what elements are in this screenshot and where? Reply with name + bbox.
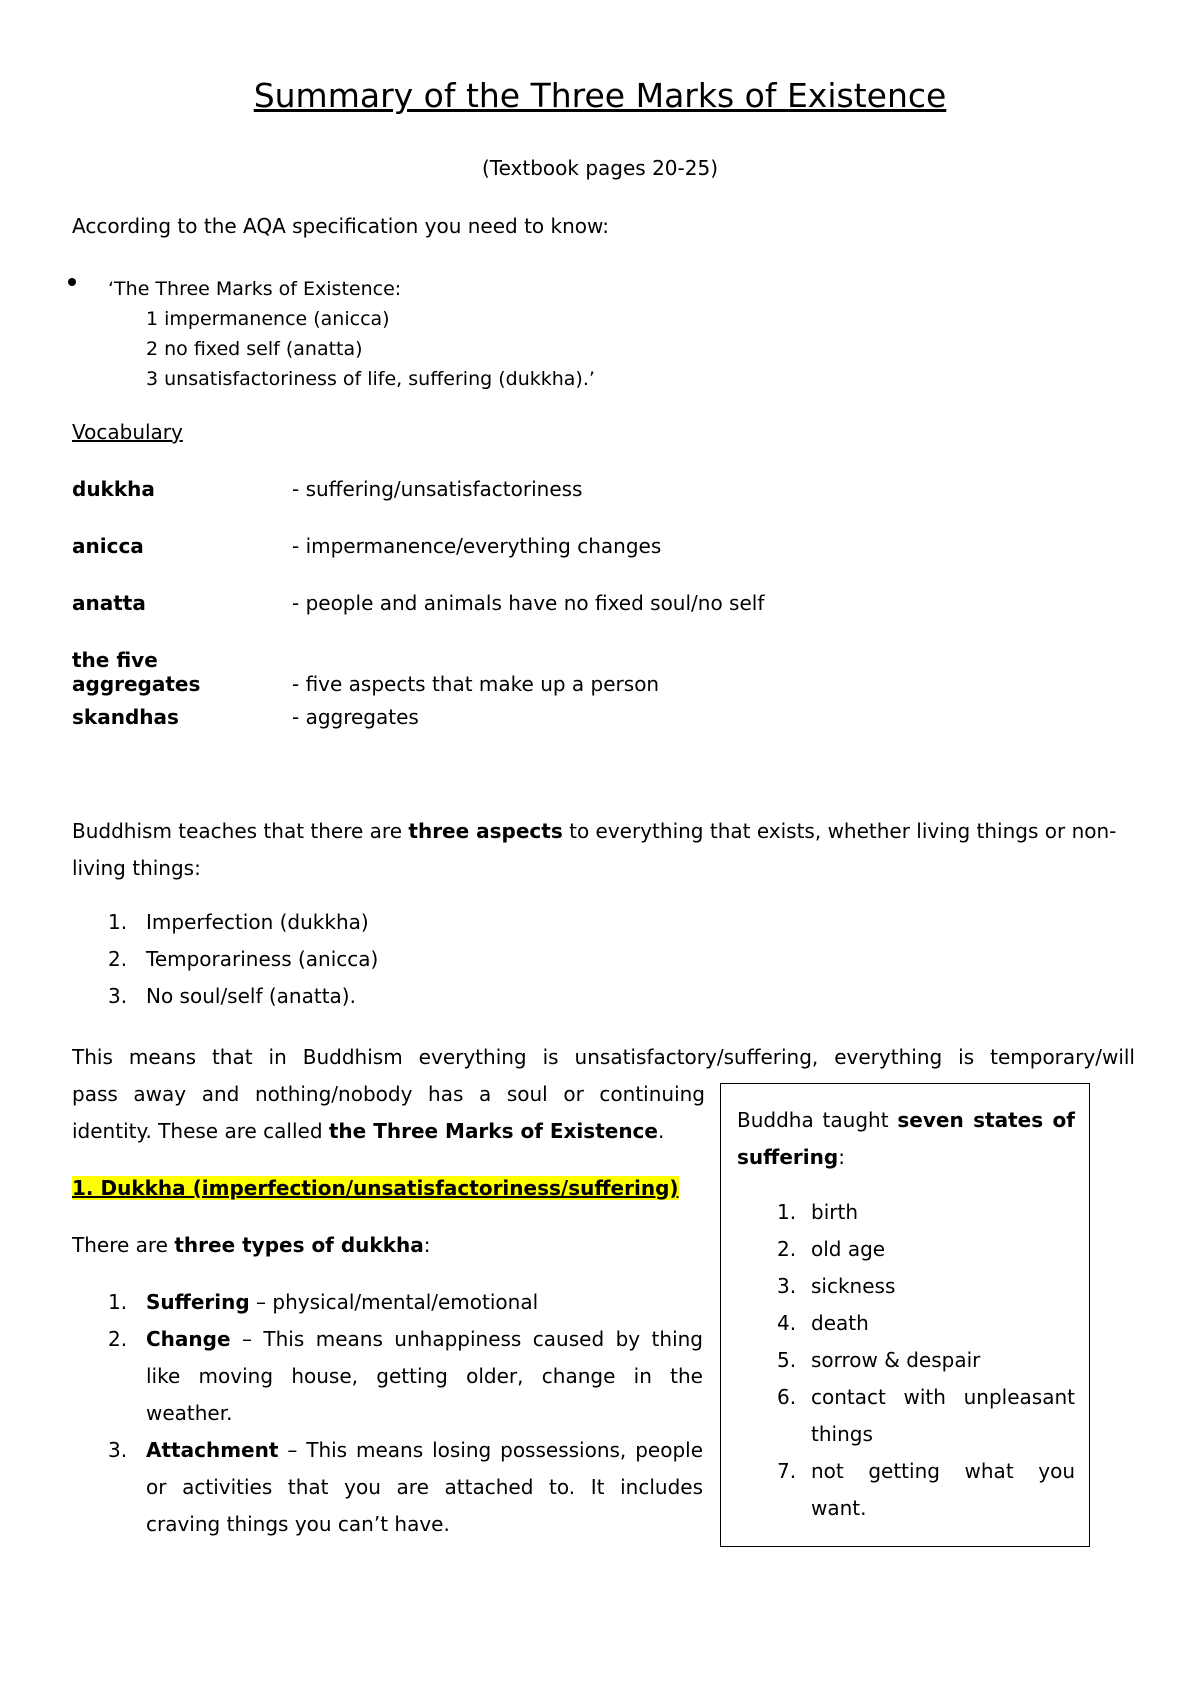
list-item	[108, 1321, 703, 1432]
list-text: – physical/mental/emotional	[249, 1290, 539, 1314]
aspects-list	[108, 904, 378, 1015]
list-number: 1.	[777, 1200, 797, 1224]
dukkha-heading-text: 1. Dukkha (imperfection/unsatisfactoriness/suffering)	[72, 1176, 679, 1200]
list-text: Imperfection (dukkha)	[146, 910, 369, 934]
vocab-row	[72, 648, 872, 696]
list-text: contact with unpleasant things	[811, 1385, 1075, 1446]
aspects-paragraph	[72, 813, 1132, 887]
list-text: birth	[811, 1200, 858, 1224]
list-item	[108, 1432, 703, 1543]
list-item	[777, 1268, 1075, 1305]
vocab-term: anicca	[72, 534, 144, 558]
list-item	[777, 1379, 1075, 1453]
list-text: – This means losing possessions, people or activities that you are attached to. It includes craving things you can’t have.	[146, 1438, 703, 1536]
bullet-icon	[68, 278, 76, 286]
dukkha-intro	[72, 1227, 712, 1264]
list-number: 1.	[108, 910, 128, 934]
list-number: 3.	[777, 1274, 797, 1298]
list-text: Temporariness (anicca)	[146, 947, 379, 971]
list-item	[777, 1342, 1075, 1379]
vocab-definition: - aggregates	[292, 705, 419, 729]
list-item	[777, 1194, 1075, 1231]
vocab-row	[72, 477, 872, 501]
text-run-bold: the Three Marks of Existence	[328, 1119, 658, 1143]
meaning-line: This means that in Buddhism everything is unsatisfactory/suffering, everything is temporary/will	[72, 1045, 1135, 1069]
list-number: 3.	[108, 1438, 128, 1462]
list-term: Attachment	[146, 1438, 279, 1462]
dukkha-types-list	[108, 1284, 703, 1543]
list-number: 5.	[777, 1348, 797, 1372]
list-text: old age	[811, 1237, 886, 1261]
list-term: Suffering	[146, 1290, 250, 1314]
text-run: to everything that exists, whether living things or non-living things:	[72, 819, 1117, 880]
list-number: 3.	[108, 984, 128, 1008]
spec-quote-item: 3 unsatisfactoriness of life, suffering (dukkha).’	[146, 368, 595, 390]
box-intro	[737, 1102, 1075, 1176]
list-number: 2.	[108, 947, 128, 971]
spec-quote-line: ‘The Three Marks of Existence:	[108, 278, 402, 300]
list-number: 7.	[777, 1459, 797, 1483]
text-run: Buddha taught	[737, 1108, 898, 1132]
list-text: sickness	[811, 1274, 896, 1298]
list-text: death	[811, 1311, 869, 1335]
vocab-row	[72, 534, 872, 558]
list-number: 2.	[108, 1327, 128, 1351]
spec-quote	[108, 274, 595, 394]
list-number: 4.	[777, 1311, 797, 1335]
list-item	[108, 978, 378, 1015]
list-item	[777, 1231, 1075, 1268]
vocab-term: skandhas	[72, 705, 179, 729]
meaning-line	[72, 1113, 705, 1150]
seven-states-list	[777, 1194, 1075, 1527]
dukkha-heading	[72, 1170, 712, 1207]
spec-intro: According to the AQA specification you need to know:	[72, 214, 610, 238]
vocab-definition: - people and animals have no fixed soul/no self	[292, 591, 765, 615]
text-run: identity. These are called	[72, 1119, 329, 1143]
vocab-row	[72, 705, 872, 729]
vocabulary-heading: Vocabulary	[72, 420, 183, 444]
list-term: Change	[146, 1327, 231, 1351]
text-run: Buddhism teaches that there are	[72, 819, 409, 843]
text-run: :	[838, 1145, 845, 1169]
list-item	[108, 1284, 703, 1321]
text-run: .	[657, 1119, 665, 1143]
vocab-term: anatta	[72, 591, 146, 615]
list-text: not getting what you want.	[811, 1459, 1075, 1520]
list-number: 6.	[777, 1385, 797, 1409]
vocab-definition: - five aspects that make up a person	[292, 672, 660, 696]
list-text: – This means unhappiness caused by thing like moving house, getting older, change in the weather.	[146, 1327, 703, 1425]
seven-states-box	[720, 1083, 1090, 1547]
list-item	[108, 941, 378, 978]
vocab-row	[72, 591, 872, 615]
spec-quote-item: 1 impermanence (anicca)	[146, 308, 390, 330]
page-subtitle: (Textbook pages 20-25)	[481, 156, 718, 180]
meaning-line: pass away and nothing/nobody has a soul or continuing	[72, 1082, 705, 1106]
list-item	[777, 1453, 1075, 1527]
list-number: 1.	[108, 1290, 128, 1314]
vocab-definition: - impermanence/everything changes	[292, 534, 662, 558]
list-text: sorrow & despair	[811, 1348, 981, 1372]
page-title: Summary of the Three Marks of Existence	[253, 76, 947, 115]
text-run-bold: seven states of suffering	[737, 1108, 1075, 1169]
list-item	[777, 1305, 1075, 1342]
list-text: No soul/self (anatta).	[146, 984, 356, 1008]
vocab-definition: - suffering/unsatisfactoriness	[292, 477, 583, 501]
text-run: :	[423, 1233, 431, 1257]
list-number: 2.	[777, 1237, 797, 1261]
text-run: There are	[72, 1233, 175, 1257]
vocab-term: the five aggregates	[72, 648, 201, 696]
text-run-bold: three aspects	[408, 819, 563, 843]
vocab-term: dukkha	[72, 477, 155, 501]
text-run-bold: three types of dukkha	[174, 1233, 424, 1257]
spec-quote-item: 2 no fixed self (anatta)	[146, 338, 363, 360]
list-item	[108, 904, 378, 941]
